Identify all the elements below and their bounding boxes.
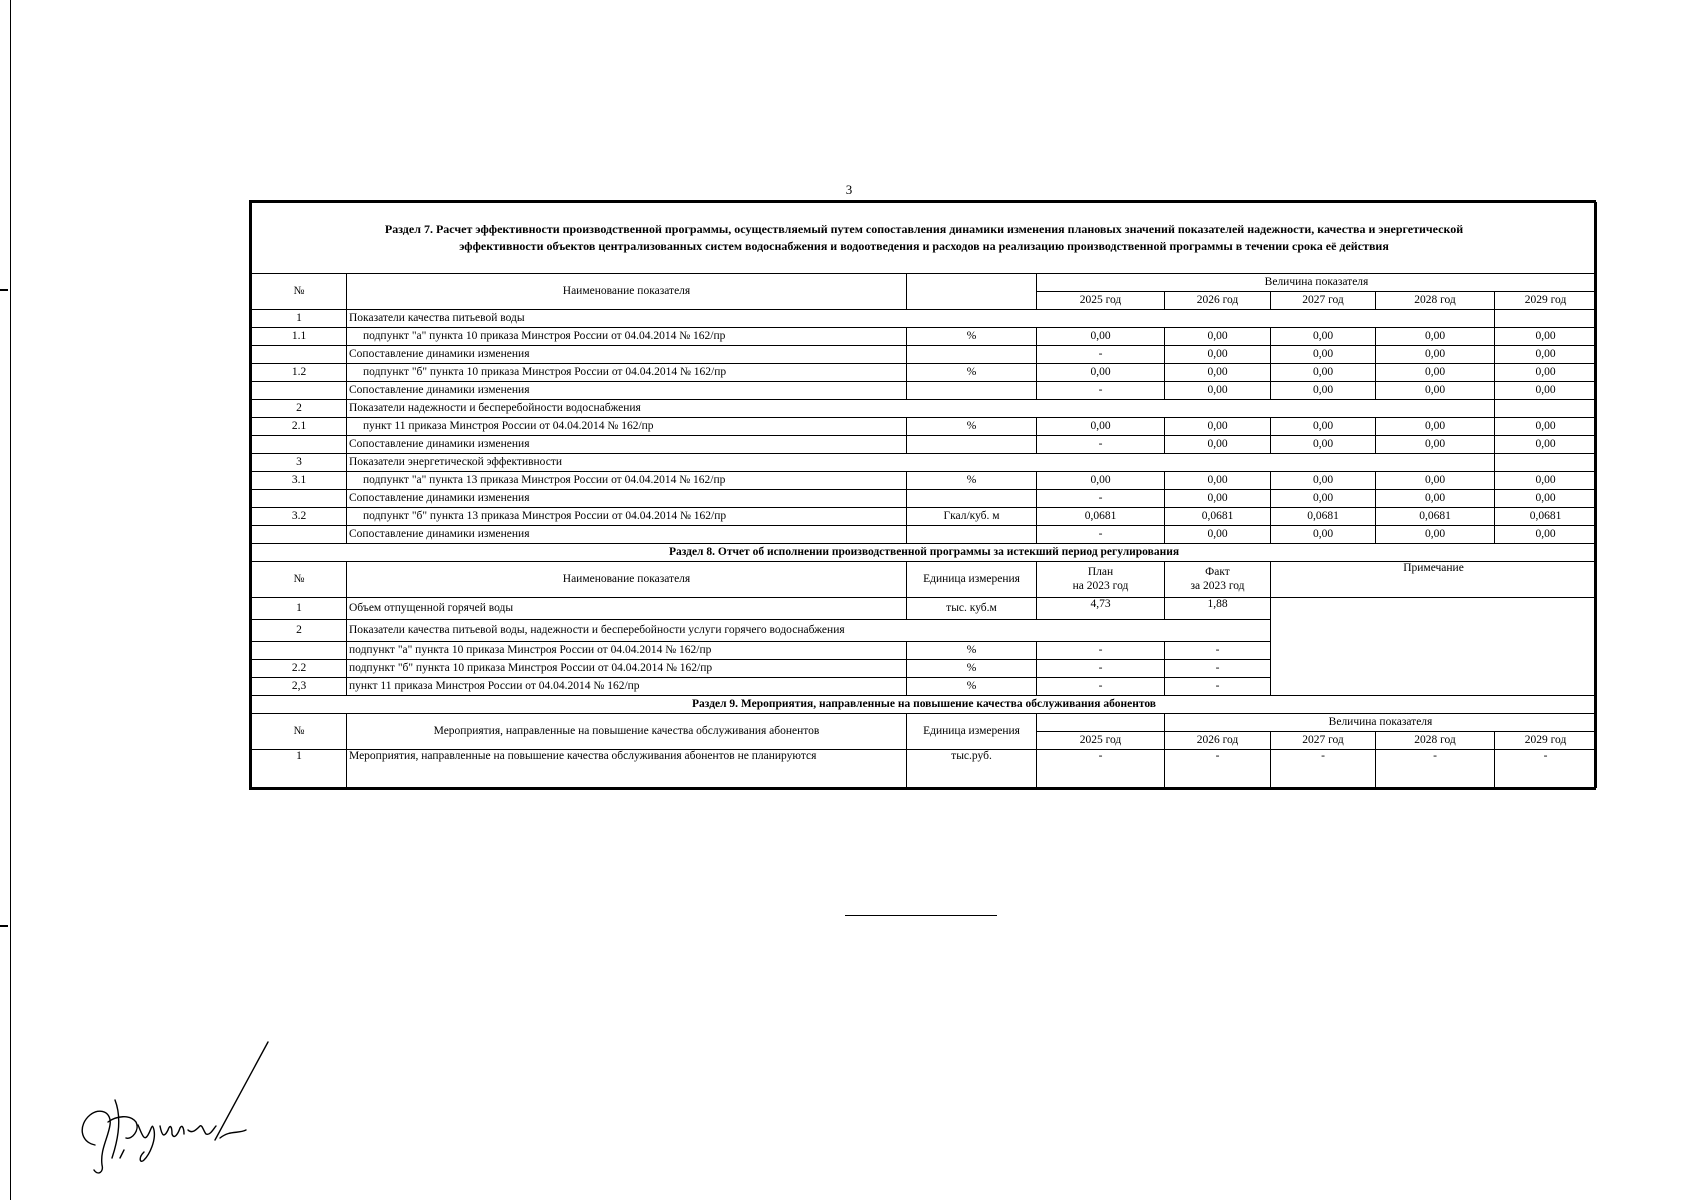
header-fact: [1165, 562, 1271, 598]
group-name: Показатели надежности и бесперебойности водоснабжения: [347, 400, 1495, 418]
section9-header-row: [252, 714, 1597, 732]
unit: %: [907, 364, 1037, 382]
header-unit: Единица измерения: [907, 714, 1037, 750]
row-num: [252, 346, 347, 364]
bottom-rule: [845, 915, 997, 916]
value-cell: 0,0681: [1495, 508, 1597, 526]
value-cell: 0,00: [1165, 328, 1271, 346]
value-cell: 0,00: [1165, 526, 1271, 544]
empty-cell: [1037, 714, 1165, 732]
value-cell: 0,00: [1165, 436, 1271, 454]
plan-value: -: [1037, 642, 1165, 660]
note-cell: [1271, 598, 1597, 696]
value-cell: 0,00: [1376, 328, 1495, 346]
table-row: [252, 364, 1597, 382]
row-num: 1.2: [252, 364, 347, 382]
plan-value: -: [1037, 678, 1165, 696]
value-cell: -: [1037, 526, 1165, 544]
header-num: №: [252, 562, 347, 598]
value-cell: 0,00: [1495, 436, 1597, 454]
value-cell: -: [1037, 382, 1165, 400]
group-name: Показатели качества питьевой воды, надежности и бесперебойности услуги горячего водоснабжения: [347, 620, 1271, 642]
value-cell: 0,00: [1165, 382, 1271, 400]
value-cell: 0,0681: [1376, 508, 1495, 526]
unit: [907, 346, 1037, 364]
header-year: 2025 год: [1037, 732, 1165, 750]
value-cell: 0,00: [1495, 490, 1597, 508]
value-cell: 0,00: [1165, 364, 1271, 382]
value-cell: 0,00: [1271, 472, 1376, 490]
value-cell: 0,00: [1037, 472, 1165, 490]
value-cell: -: [1037, 750, 1165, 788]
table-row: [252, 526, 1597, 544]
indicator-name: Объем отпущенной горячей воды: [347, 598, 907, 620]
unit: Гкал/куб. м: [907, 508, 1037, 526]
section7-title: [252, 203, 1597, 274]
unit: %: [907, 418, 1037, 436]
header-plan: [1037, 562, 1165, 598]
header-note: Примечание: [1271, 562, 1597, 598]
table-row: [252, 400, 1597, 418]
unit: %: [907, 472, 1037, 490]
value-cell: 0,0681: [1165, 508, 1271, 526]
header-fact-line2: за 2023 год: [1190, 579, 1245, 592]
table-row: [252, 382, 1597, 400]
row-num: 3.2: [252, 508, 347, 526]
plan-value: -: [1037, 660, 1165, 678]
row-num: 1: [252, 750, 347, 788]
header-value: Величина показателя: [1165, 714, 1597, 732]
row-num: 2: [252, 400, 347, 418]
value-cell: 0,00: [1376, 490, 1495, 508]
value-cell: 0,0681: [1037, 508, 1165, 526]
value-cell: 0,00: [1271, 346, 1376, 364]
table-row: [252, 346, 1597, 364]
header-year: 2027 год: [1271, 292, 1376, 310]
unit: [907, 526, 1037, 544]
fact-value: 1,88: [1165, 598, 1271, 620]
value-cell: 0,00: [1271, 490, 1376, 508]
value-cell: -: [1037, 436, 1165, 454]
empty-cell: [1495, 454, 1597, 472]
value-cell: 0,00: [1376, 364, 1495, 382]
value-cell: 0,00: [1376, 526, 1495, 544]
header-unit-blank: [907, 274, 1037, 310]
header-year: 2026 год: [1165, 732, 1271, 750]
empty-cell: [1495, 310, 1597, 328]
value-cell: 0,00: [1495, 364, 1597, 382]
value-cell: 0,00: [1495, 418, 1597, 436]
row-num: [252, 382, 347, 400]
section9-title-row: [252, 696, 1597, 714]
indicator-name: подпункт "а" пункта 10 приказа Минстроя России от 04.04.2014 № 162/пр: [347, 328, 907, 346]
header-fact-line1: Факт: [1205, 566, 1230, 579]
edge-tick-top: [0, 289, 8, 291]
indicator-name: Сопоставление динамики изменения: [347, 526, 907, 544]
unit: тыс.руб.: [907, 750, 1037, 788]
value-cell: 0,00: [1271, 328, 1376, 346]
group-name: Показатели качества питьевой воды: [347, 310, 1495, 328]
value-cell: 0,00: [1165, 472, 1271, 490]
table-row: [252, 508, 1597, 526]
indicator-name: Сопоставление динамики изменения: [347, 490, 907, 508]
group-name: Показатели энергетической эффективности: [347, 454, 1495, 472]
row-num: 1: [252, 310, 347, 328]
value-cell: 0,00: [1165, 418, 1271, 436]
table-row: [252, 750, 1597, 788]
table-row: [252, 310, 1597, 328]
handwritten-signature: [60, 1030, 290, 1180]
row-num: 2.1: [252, 418, 347, 436]
row-num: 2: [252, 620, 347, 642]
value-cell: 0,00: [1376, 436, 1495, 454]
header-plan-line1: План: [1087, 566, 1114, 579]
header-num: №: [252, 274, 347, 310]
row-num: [252, 490, 347, 508]
unit: %: [907, 678, 1037, 696]
value-cell: 0,00: [1376, 346, 1495, 364]
section7-title-line1: Раздел 7. Расчет эффективности производственной программы, осуществляемый путем сопоставления динамики изменения плановых значений показателей надежности, качества и энергетической: [384, 221, 1464, 236]
value-cell: 0,00: [1037, 364, 1165, 382]
table-row: [252, 436, 1597, 454]
value-cell: -: [1165, 750, 1271, 788]
plan-value: 4,73: [1037, 598, 1165, 620]
value-cell: 0,00: [1037, 328, 1165, 346]
unit: [907, 436, 1037, 454]
table-row: [252, 418, 1597, 436]
header-year: 2028 год: [1376, 732, 1495, 750]
indicator-name: подпункт "а" пункта 10 приказа Минстроя России от 04.04.2014 № 162/пр: [347, 642, 907, 660]
unit: %: [907, 328, 1037, 346]
fact-value: -: [1165, 660, 1271, 678]
value-cell: 0,00: [1271, 526, 1376, 544]
indicator-name: Сопоставление динамики изменения: [347, 346, 907, 364]
value-cell: 0,00: [1271, 382, 1376, 400]
header-year: 2029 год: [1495, 292, 1597, 310]
measure-name: Мероприятия, направленные на повышение качества обслуживания абонентов не планируются: [347, 750, 907, 788]
value-cell: 0,00: [1271, 364, 1376, 382]
row-num: [252, 642, 347, 660]
row-num: 3.1: [252, 472, 347, 490]
header-plan-line2: на 2023 год: [1072, 579, 1129, 592]
row-num: 1.1: [252, 328, 347, 346]
value-cell: -: [1037, 346, 1165, 364]
section7-header-row: [252, 274, 1597, 292]
section9-title: Раздел 9. Мероприятия, направленные на повышение качества обслуживания абонентов: [252, 696, 1597, 714]
page-number: 3: [845, 182, 853, 197]
unit: [907, 490, 1037, 508]
header-year: 2028 год: [1376, 292, 1495, 310]
row-num: 3: [252, 454, 347, 472]
unit: %: [907, 642, 1037, 660]
table-row: [252, 472, 1597, 490]
header-num: №: [252, 714, 347, 750]
value-cell: 0,0681: [1271, 508, 1376, 526]
value-cell: 0,00: [1165, 490, 1271, 508]
header-year: 2027 год: [1271, 732, 1376, 750]
section8-title-row: [252, 544, 1597, 562]
unit: %: [907, 660, 1037, 678]
row-num: [252, 436, 347, 454]
value-cell: 0,00: [1165, 346, 1271, 364]
edge-tick-bottom: [0, 925, 8, 927]
indicator-name: пункт 11 приказа Минстроя России от 04.04.2014 № 162/пр: [347, 418, 907, 436]
header-unit: Единица измерения: [907, 562, 1037, 598]
header-year: 2026 год: [1165, 292, 1271, 310]
value-cell: -: [1376, 750, 1495, 788]
section8-title: Раздел 8. Отчет об исполнении производственной программы за истекший период регулирования: [252, 544, 1597, 562]
indicator-name: Сопоставление динамики изменения: [347, 382, 907, 400]
report-table: [251, 202, 1597, 788]
row-num: [252, 526, 347, 544]
row-num: 1: [252, 598, 347, 620]
table-row: [252, 454, 1597, 472]
section7-title-row: [252, 203, 1597, 274]
table-row: [252, 598, 1597, 620]
value-cell: 0,00: [1495, 472, 1597, 490]
indicator-name: Сопоставление динамики изменения: [347, 436, 907, 454]
value-cell: 0,00: [1495, 328, 1597, 346]
header-name: Наименование показателя: [347, 274, 907, 310]
row-num: 2,3: [252, 678, 347, 696]
document-table-frame: [249, 200, 1596, 790]
header-name: Наименование показателя: [347, 562, 907, 598]
value-cell: 0,00: [1037, 418, 1165, 436]
value-cell: -: [1495, 750, 1597, 788]
value-cell: 0,00: [1376, 418, 1495, 436]
header-value: Величина показателя: [1037, 274, 1597, 292]
unit: [907, 382, 1037, 400]
value-cell: 0,00: [1376, 382, 1495, 400]
fact-value: -: [1165, 642, 1271, 660]
header-year: 2029 год: [1495, 732, 1597, 750]
value-cell: -: [1271, 750, 1376, 788]
section8-header-row: [252, 562, 1597, 598]
value-cell: 0,00: [1495, 346, 1597, 364]
header-year: 2025 год: [1037, 292, 1165, 310]
empty-cell: [1495, 400, 1597, 418]
value-cell: -: [1037, 490, 1165, 508]
header-name: Мероприятия, направленные на повышение качества обслуживания абонентов: [347, 714, 907, 750]
unit: тыс. куб.м: [907, 598, 1037, 620]
value-cell: 0,00: [1271, 436, 1376, 454]
page-edge-line: [10, 0, 11, 1200]
table-row: [252, 490, 1597, 508]
section7-title-line2: эффективности объектов централизованных систем водоснабжения и водоотведения и расходов на реализацию производственной программы в течении срока её действия: [459, 239, 1389, 253]
table-row: [252, 328, 1597, 346]
value-cell: 0,00: [1376, 472, 1495, 490]
value-cell: 0,00: [1495, 382, 1597, 400]
indicator-name: подпункт "б" пункта 13 приказа Минстроя России от 04.04.2014 № 162/пр: [347, 508, 907, 526]
value-cell: 0,00: [1271, 418, 1376, 436]
fact-value: -: [1165, 678, 1271, 696]
indicator-name: подпункт "б" пункта 10 приказа Минстроя России от 04.04.2014 № 162/пр: [347, 660, 907, 678]
row-num: 2.2: [252, 660, 347, 678]
indicator-name: подпункт "б" пункта 10 приказа Минстроя России от 04.04.2014 № 162/пр: [347, 364, 907, 382]
table-body: [252, 203, 1597, 788]
indicator-name: подпункт "а" пункта 13 приказа Минстроя России от 04.04.2014 № 162/пр: [347, 472, 907, 490]
indicator-name: пункт 11 приказа Минстроя России от 04.04.2014 № 162/пр: [347, 678, 907, 696]
value-cell: 0,00: [1495, 526, 1597, 544]
